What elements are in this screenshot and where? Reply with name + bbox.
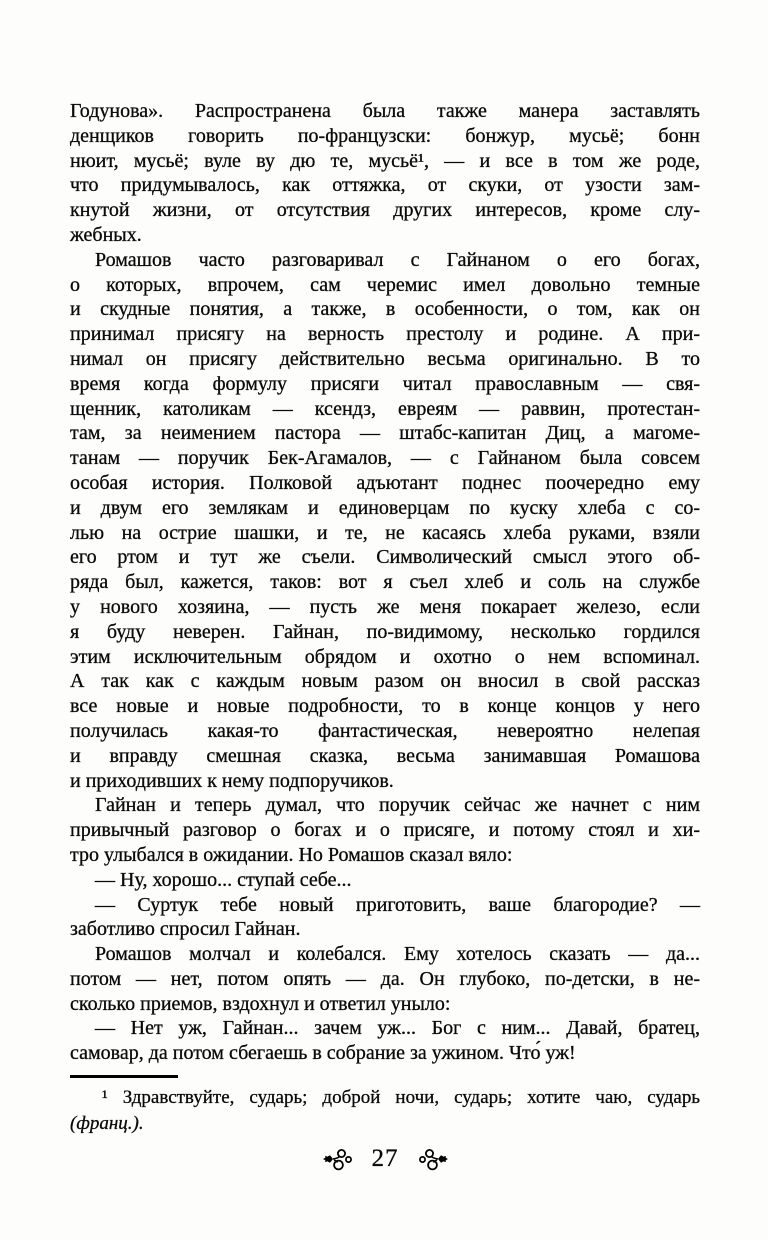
text-line: Ромашов часто разговаривал с Гайнаном о его богах, bbox=[95, 248, 700, 271]
text-line: заботливо спросил Гайнан. bbox=[70, 918, 301, 941]
text-line: привычный разговор о богах и о присяге, и потому стоял и хи- bbox=[70, 819, 700, 842]
text-line: тро улыбался в ожидании. Но Ромашов сказал вяло: bbox=[70, 843, 513, 866]
text-line: особая история. Полковой адъютант поднес поочередно ему bbox=[70, 471, 700, 494]
footnote-divider bbox=[70, 1075, 178, 1078]
text-line: денщиков говорить по-французски: бонжур, мусьё; бонн bbox=[70, 124, 700, 147]
fleuron-right-icon bbox=[417, 1146, 449, 1172]
text-line: Гайнан и теперь думал, что поручик сейчас же начнет с ним bbox=[95, 794, 700, 817]
text-line: о которых, впрочем, сам черемис имел довольно темные bbox=[70, 273, 700, 296]
text-line: нюит, мусьё; вуле ву дю те, мусьё¹, — и все в том же роде, bbox=[70, 149, 700, 172]
text-line: принимал присягу на верность престолу и родине. А при- bbox=[70, 323, 700, 346]
text-line: время когда формулу присяги читал православным — свя- bbox=[70, 372, 700, 395]
text-line: нимал он присягу действительно весьма оригинально. В то bbox=[70, 347, 700, 370]
text-line: ряда был, кажется, таков: вот я съел хлеб и соль на службе bbox=[70, 571, 700, 594]
text-line: кнутой жизни, от отсутствия других интересов, кроме слу- bbox=[70, 199, 700, 222]
text-line: лью на острие шашки, и те, не касаясь хлеба руками, взяли bbox=[70, 521, 700, 544]
text-line: потом — нет, потом опять — да. Он глубоко, по-детски, в не- bbox=[70, 967, 700, 990]
page-number: 27 bbox=[371, 1145, 399, 1173]
text-line: этим исключительным обрядом и охотно о нем вспоминал. bbox=[70, 645, 700, 668]
footnote-language-note: (франц.). bbox=[70, 1113, 144, 1135]
text-line: что придумывалось, как оттяжка, от скуки, от узости зам- bbox=[70, 174, 700, 197]
text-line: там, за неимением пастора — штабс-капитан Диц, а магоме- bbox=[70, 422, 700, 445]
text-line: А так как с каждым новым разом он вносил в свой рассказ bbox=[70, 670, 700, 693]
footnote-text: ¹ Здравствуйте, сударь; доброй ночи, сударь; хотите чаю, сударь bbox=[102, 1087, 700, 1109]
text-line: — Суртук тебе новый приготовить, ваше благородие? — bbox=[95, 893, 700, 916]
text-line: я буду неверен. Гайнан, по-видимому, несколько гордился bbox=[70, 620, 700, 643]
text-line: получилась какая-то фантастическая, невероятно нелепая bbox=[70, 719, 700, 742]
text-line: Ромашов молчал и колебался. Ему хотелось сказать — да... bbox=[95, 943, 700, 966]
text-line: его ртом и тут же съели. Символический смысл этого об- bbox=[70, 546, 700, 569]
text-line: — Нет уж, Гайнан... зачем уж... Бог с ним... Давай, братец, bbox=[95, 1017, 700, 1040]
text-line: Годунова». Распространена была также манера заставлять bbox=[70, 100, 700, 122]
text-line: жебных. bbox=[70, 223, 142, 246]
page-footer bbox=[70, 1145, 700, 1173]
footnote-section bbox=[70, 1075, 700, 1137]
text-line: все новые и новые подробности, то в конце концов у него bbox=[70, 695, 700, 718]
text-line: щенник, католикам — ксендз, евреям — раввин, протестан- bbox=[70, 397, 700, 420]
text-line: и двум его землякам и единоверцам по куску хлеба с со- bbox=[70, 496, 700, 519]
page-body bbox=[70, 99, 700, 1066]
text-line: и приходивших к нему подпоручиков. bbox=[70, 769, 394, 792]
text-line: у нового хозяина, — пусть же меня покарает железо, если bbox=[70, 595, 700, 618]
text-line: танам — поручик Бек-Агамалов, — с Гайнаном была совсем bbox=[70, 447, 700, 470]
text-line: — Ну, хорошо... ступай себе... bbox=[95, 868, 352, 891]
text-line: сколько приемов, вздохнул и ответил уныло: bbox=[70, 992, 451, 1015]
fleuron-left-icon bbox=[322, 1146, 354, 1172]
text-line: и скудные понятия, а также, в особенности, о том, как он bbox=[70, 298, 700, 321]
text-line: самовар, да потом сбегаешь в собрание за ужином. Что́ уж! bbox=[70, 1042, 576, 1065]
text-line: и вправду смешная сказка, весьма занимавшая Ромашова bbox=[70, 744, 700, 767]
